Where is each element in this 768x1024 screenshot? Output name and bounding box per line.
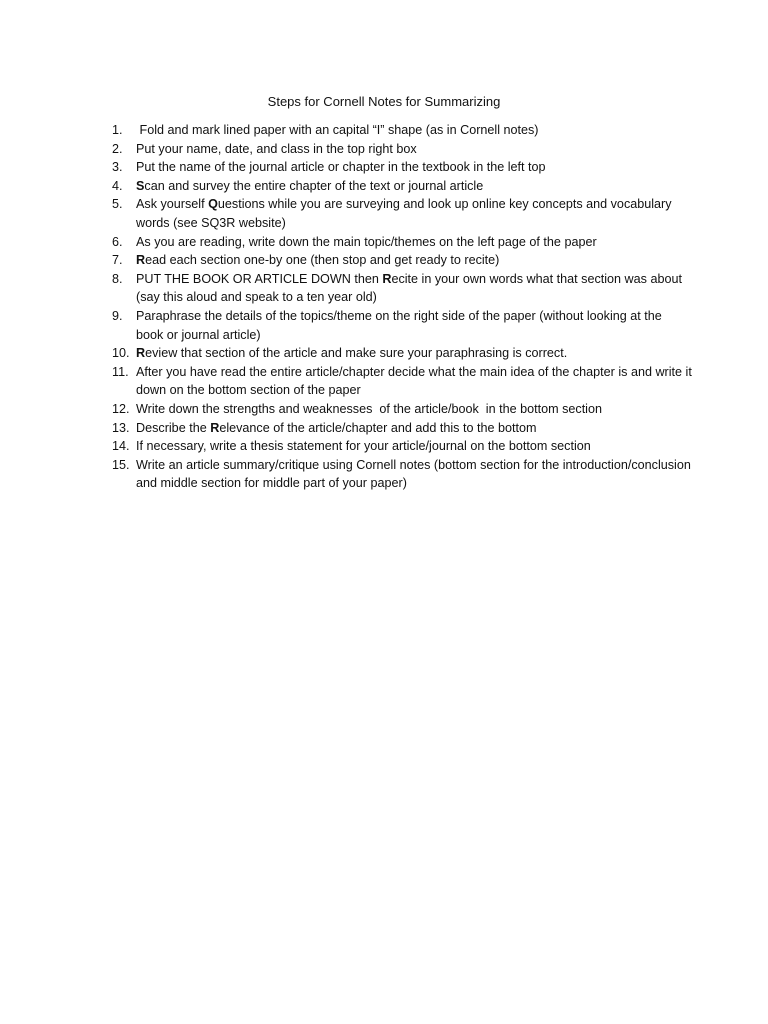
step-text-segment: uestions while you are surveying and look up online key concepts and vocabulary words (see SQ3R website) bbox=[136, 197, 676, 230]
step-text-segment: Put the name of the journal article or chapter in the textbook in the left top bbox=[136, 160, 546, 175]
list-item bbox=[112, 363, 696, 400]
step-emphasis-letter: R bbox=[382, 271, 392, 286]
steps-list bbox=[112, 121, 696, 493]
step-text-segment: can and survey the entire chapter of the text or journal article bbox=[144, 178, 484, 193]
step-number: 8. bbox=[112, 271, 123, 286]
step-text-segment: eview that section of the article and make sure your paraphrasing is correct. bbox=[145, 346, 568, 361]
step-number: 2. bbox=[112, 141, 123, 156]
step-number: 1. bbox=[112, 123, 123, 137]
step-text-segment: ecite in your own words what that section was about (say this aloud and speak to a ten year old) bbox=[136, 271, 686, 305]
step-emphasis-letter: Q bbox=[208, 197, 218, 212]
step-number: 10. bbox=[112, 346, 130, 361]
step-text-segment: Describe the bbox=[136, 420, 211, 435]
step-text bbox=[136, 344, 692, 363]
step-text-segment: Ask yourself bbox=[136, 197, 209, 212]
step-text bbox=[136, 195, 692, 232]
step-text-segment: Fold and mark lined paper with an capital “I” shape (as in Cornell notes) bbox=[136, 123, 539, 137]
list-item bbox=[112, 158, 692, 177]
step-text-segment: Write down the strengths and weaknesses of the article/book in the bottom section bbox=[136, 401, 602, 416]
list-item bbox=[112, 251, 692, 270]
list-item bbox=[112, 270, 692, 307]
step-number: 9. bbox=[112, 308, 123, 323]
step-text bbox=[136, 251, 692, 270]
step-number: 11. bbox=[112, 364, 129, 379]
step-text-segment: If necessary, write a thesis statement for your article/journal on the bottom section bbox=[136, 439, 591, 454]
step-emphasis-letter: S bbox=[136, 178, 145, 193]
step-number: 5. bbox=[112, 197, 123, 212]
step-text bbox=[136, 140, 692, 159]
list-item bbox=[112, 344, 692, 363]
step-number: 6. bbox=[112, 234, 123, 249]
step-text bbox=[136, 121, 692, 140]
step-number: 3. bbox=[112, 160, 123, 175]
list-item bbox=[112, 307, 692, 344]
step-text bbox=[136, 456, 695, 493]
list-item bbox=[112, 177, 692, 196]
step-number: 15. bbox=[112, 457, 130, 472]
step-emphasis-letter: R bbox=[136, 346, 146, 361]
step-emphasis-letter: R bbox=[136, 253, 146, 268]
step-text bbox=[136, 307, 692, 344]
step-text-segment: Write an article summary/critique using Cornell notes (bottom section for the introduction/conclusion and middle section for middle part of your paper) bbox=[136, 457, 695, 491]
step-text-segment: PUT THE BOOK OR ARTICLE DOWN then bbox=[136, 271, 383, 286]
step-number: 12. bbox=[112, 401, 130, 416]
step-text-segment: Put your name, date, and class in the top right box bbox=[136, 141, 417, 156]
step-text-segment: After you have read the entire article/chapter decide what the main idea of the chapter is and write it down on the bottom section of the paper bbox=[136, 364, 696, 398]
step-text-segment: elevance of the article/chapter and add this to the bottom bbox=[219, 420, 537, 435]
list-item bbox=[112, 437, 692, 456]
list-item bbox=[112, 419, 692, 438]
step-number: 14. bbox=[112, 439, 130, 454]
step-emphasis-letter: R bbox=[210, 420, 220, 435]
list-item bbox=[112, 121, 692, 140]
list-item bbox=[112, 233, 692, 252]
step-number: 4. bbox=[112, 178, 123, 193]
step-number: 13. bbox=[112, 420, 130, 435]
step-text bbox=[136, 363, 696, 400]
document-title: Steps for Cornell Notes for Summarizing bbox=[267, 94, 501, 109]
step-text bbox=[136, 158, 692, 177]
step-text-segment: As you are reading, write down the main topic/themes on the left page of the paper bbox=[136, 234, 597, 249]
step-text bbox=[136, 437, 692, 456]
step-text bbox=[136, 233, 692, 252]
list-item bbox=[112, 195, 692, 232]
step-text bbox=[136, 419, 692, 438]
step-text-segment: Paraphrase the details of the topics/theme on the right side of the paper (without looking at the book or journal article) bbox=[136, 308, 666, 342]
step-text bbox=[136, 177, 692, 196]
list-item bbox=[112, 140, 692, 159]
step-text bbox=[136, 400, 692, 419]
step-text bbox=[136, 270, 692, 307]
list-item bbox=[112, 456, 695, 493]
step-text-segment: ead each section one-by one (then stop and get ready to recite) bbox=[145, 253, 500, 268]
step-number: 7. bbox=[112, 253, 123, 268]
list-item bbox=[112, 400, 692, 419]
